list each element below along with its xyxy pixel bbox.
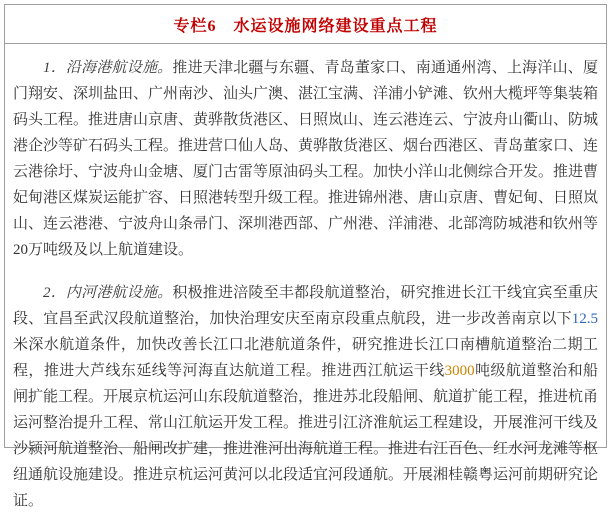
panel-body — [5, 44, 606, 520]
paragraph-coastal-port-facilities — [13, 55, 598, 263]
panel-title: 专栏6 水运设施网络建设重点工程 — [173, 17, 438, 35]
paragraph-inland-waterway-facilities — [13, 280, 598, 514]
paragraph-lead-inland: 2．内河港航设施。 — [43, 285, 173, 301]
paragraph-text-coastal: 推进天津北疆与东疆、青岛董家口、南通通州湾、上海洋山、厦门翔安、深圳盐田、广州南沙、汕头广澳、湛江宝满、洋浦小铲滩、钦州大榄坪等集装箱码头工程。推进唐山京唐、黄骅散货港区、日照岚山、连云港连云、宁波舟山衢山、防城港企沙等矿石码头工程。推进营口仙人岛、黄骅散货港区、烟台西港区、青岛董家口、连云港徐圩、宁波舟山金塘、厦门古雷等原油码头工程。加快小洋山北侧综合开发。推进曹妃甸港区煤炭运能扩容、日照港转型升级工程。推进锦州港、唐山京唐、曹妃甸、日照岚山、连云港港、宁波舟山条帚门、深圳港西部、广州港、洋浦港、北部湾防城港和钦州等20万吨级及以上航道建设。 — [13, 60, 599, 258]
paragraph-text-inland-2: 米深水航道条件，加快改善长江口北港航道条件，研究推进长江口南槽航道整治二期工程，推进大芦线东延线等河海直达航道工程。推进西江航运干线 — [13, 337, 598, 379]
paragraph-lead-coastal: 1．沿海港航设施。 — [43, 60, 173, 76]
tonnage-value-highlight: 3000 — [444, 363, 475, 379]
column6-panel — [4, 4, 607, 509]
panel-header — [5, 5, 606, 44]
depth-value-highlight: 12.5 — [571, 311, 598, 327]
paragraph-text-inland-3: 吨级航道整治和船闸扩能工程。开展京杭运河山东段航道整治，推进苏北段船闸、航道扩能工程，推进杭甬运河整治提升工程、常山江航运开发工程。推进引江济淮航运工程建设，开展淮河干线及沙颍河航道整治、船闸改扩建，推进淮河出海航道工程。推进右江百色、红水河龙滩等枢纽通航设施建设。推进京杭运河黄河以北段适宜河段通航。开展湘桂赣粤运河前期研究论证。 — [13, 363, 599, 509]
paragraph-text-inland-1: 积极推进涪陵至丰都段航道整治，研究推进长江干线宜宾至重庆段、宜昌至武汉段航道整治，加快治理安庆至南京段重点航段，进一步改善南京以下 — [13, 285, 598, 327]
